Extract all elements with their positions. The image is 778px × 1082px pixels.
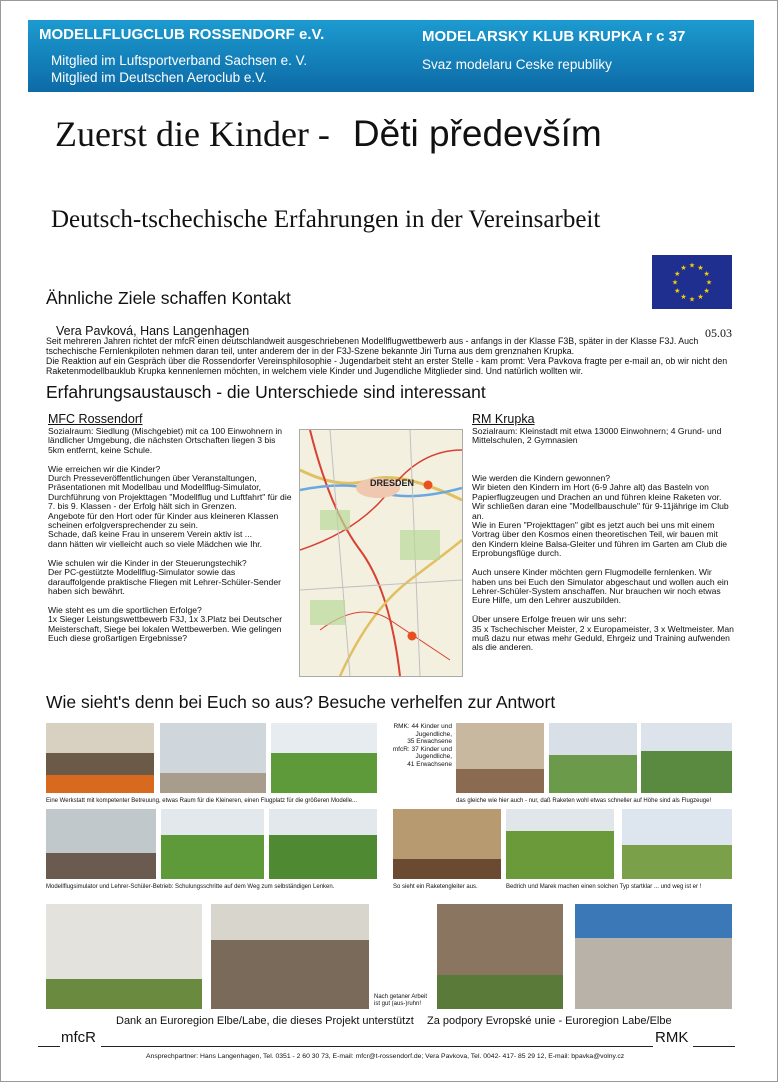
- caption-row2-left: Modellflugsimulator und Lehrer-Schüler-Betrieb: Schulungsschritte auf dem Weg zum selbständigen Lenken.: [46, 884, 335, 890]
- column-title-krupka: RM Krupka: [472, 412, 535, 426]
- membership-line-2: Mitglied im Deutschen Aeroclub e.V.: [51, 70, 267, 85]
- signature-line-right: [693, 1046, 735, 1047]
- column-title-rossendorf: MFC Rossendorf: [48, 412, 143, 426]
- photo-airfield: [271, 723, 377, 793]
- caption-row2-right: Bedrich und Marek machen einen solchen Typ startklar ... und weg ist er !: [506, 884, 702, 890]
- caption-row1-right: das gleiche wie hier auch - nur, daß Raketen wohl etwas schneller auf Höhe sind als Flugzeuge!: [456, 798, 712, 804]
- column-text-krupka: Sozialraum: Kleinstadt mit etwa 13000 Einwohnern; 4 Grund- und Mittelschulen, 2 Gymnasien Wie werden die Kindern gewonnen? Wir bieten den Kindern im Hort (6-9 Jahre alt) das Basteln von Papierflugzeugen und Drachen an und führen kleine Raketen vor. Wir schließen daran eine "Modellbauschule" für 9-11jährige im Club an. Wie in Euren "Projekttagen" gibt es jetzt auch bei uns mit einem Vortrag über den Kosmos einen theoretischen Teil, wir bauen mit den Kindern kleine Balsa-Gleiter und führen im Garten am Club die Erprobungsflüge durch. Auch unsere Kinder möchten gern Flugmodelle fernlenken. Wir haben uns bei Euch den Simulator abgeschaut und wollen auch ein Lehrer-Schüler-System anschaffen. Nur brauchen wir noch etwas Eure Hilfe, um den Lehrer auszubilden. Über unsere Erfolge freuen wir uns sehr: 35 x Tschechischer Meister, 2 x Europameister, 3 x Weltmeister. Man muß dazu nur etwas mehr Geduld, Ehrgeiz und Training aufwenden als die anderen.: [472, 426, 734, 653]
- eu-star-icon: ★: [697, 264, 704, 272]
- signature-line: [101, 1046, 653, 1047]
- column-text-rossendorf: Sozialraum: Siedlung (Mischgebiet) mit ca 100 Einwohnern in ländlicher Umgebung, die nächsten Ortschaften liegen 3 bis 5km entfernt, keine Schule. Wie erreichen wir die Kinder? Durch Presseveröffentlichungen über Veranstaltungen, Präsentationen mit Modellbau und Modellflug-Simulator, Durchführung von Projekttagen "Modellflug und Luftfahrt" für die 7. bis 9. Klassen - der Erfolg hält sich in Grenzen. Angebote für den Hort oder für Kinder aus kleineren Klassen scheinen erfolgversprechender zu sein. Schade, daß keine Frau in unserem Verein aktiv ist ... dann hätten wir vielleicht auch so viele Mädchen wie Ihr. Wie schulen wir die Kinder in der Steuerungstechik? Der PC-gestützte Modellflug-Simulator sowie das darauffolgende praktische Fliegen mit Lehrer-Schüler-Sender haben sich bewährt. Wie steht es um die sportlichen Erfolge? 1x Sieger Leistungswettbewerb F3J, 1x 3.Platz bei Deutscher Meisterschaft, Siege bei lokalen Wettbewerben. Wie gelingen Euch diese großartigen Ergebnisse?: [48, 426, 292, 643]
- signature-mfcr: mfcR: [61, 1029, 96, 1046]
- eu-star-icon: ★: [674, 288, 681, 295]
- title-german: Zuerst die Kinder -: [55, 114, 330, 154]
- intro-paragraph: Seit mehreren Jahren richtet der mfcR einen deutschlandweit ausgeschriebenen Modellflugwettbewerb aus - anfangs in der Klasse F3B, später in der Klasse F3J. Auch tschechische Fernlenkpiloten nehmen daran teil, unter anderem der in der F3J-Szene bekannte Jiri Turna aus dem grenznahen Krupka. Die Reaktion auf ein Gespräch über die Rossendorfer Vereinsphilosophie - Jugendarbeit steht an erster Stelle - kam promt: Vera Pavkova fragte per e-mail an, ob wir nicht den Raketenmodellbauklub Krupka kennenlernen möchten, in welchem viele Kinder und Jugendliche Mitglieder sind. Und natürlich wollten wir.: [46, 336, 728, 376]
- page-subtitle: Deutsch-tschechische Erfahrungen in der Vereinsarbeit: [51, 206, 601, 233]
- eu-star-icon: ★: [680, 294, 687, 302]
- photo-rest-table: [211, 904, 369, 1009]
- club-name-krupka: MODELARSKY KLUB KRUPKA r c 37: [422, 28, 686, 45]
- photo-simulator: [46, 809, 156, 879]
- photo-rocket-workshop: [456, 723, 544, 793]
- photo-group: [575, 904, 732, 1009]
- region-map: [299, 429, 463, 677]
- authors: Vera Pavková, Hans Langenhagen: [56, 324, 250, 338]
- photo-room: [160, 723, 266, 793]
- section-heading-contact: Ähnliche Ziele schaffen Kontakt: [46, 288, 291, 308]
- signature-line-left-a: [38, 1046, 60, 1047]
- title-czech: Děti především: [352, 113, 602, 154]
- eu-star-icon: ★: [674, 271, 681, 278]
- membership-line-1: Mitglied im Luftsportverband Sachsen e. V.: [51, 53, 308, 68]
- eu-star-icon: ★: [697, 294, 704, 302]
- photo-workshop: [46, 723, 154, 793]
- photo-rocket-glider: [393, 809, 501, 879]
- thanks-czech: Za podpory Evropské unie - Euroregion Labe/Elbe: [427, 1015, 672, 1027]
- photo-flying-lesson: [269, 809, 377, 879]
- eu-star-icon: ★: [703, 271, 710, 278]
- caption-row2-mid: So sieht ein Raketengleiter aus.: [393, 884, 478, 890]
- eu-star-icon: ★: [688, 262, 696, 270]
- eu-star-icon: ★: [688, 296, 696, 304]
- page-title: [55, 113, 602, 155]
- photo-rocket-field: [549, 723, 637, 793]
- date-label: 05.03: [705, 326, 732, 340]
- member-stats: RMK: 44 Kinder und Jugendliche, 35 Erwachsene mfcR: 37 Kinder und Jugendliche, 41 Erwachsene: [392, 723, 452, 768]
- section-heading-visits: Wie sieht's denn bei Euch so aus? Besuche verhelfen zur Antwort: [46, 692, 556, 712]
- caption-row1-left: Eine Werkstatt mit kompetenter Betreuung, etwas Raum für die Kleineren, einen Flugplatz für die größeren Modelle...: [46, 798, 358, 804]
- photo-rocket-group: [641, 723, 732, 793]
- contact-info: Ansprechpartner: Hans Langenhagen, Tel. 0351 - 2 60 30 73, E-mail: mfcr@t-rossendorf.de; Vera Pavkova, Tel. 0042- 417- 85 29 12, E-mail: bpavka@volny.cz: [146, 1053, 625, 1060]
- section-heading-exchange: Erfahrungsaustausch - die Unterschiede sind interessant: [46, 382, 486, 402]
- eu-flag-icon: [652, 255, 732, 309]
- caption-rest: Nach getaner Arbeit ist gut (aus-)ruhn!: [374, 994, 428, 1007]
- eu-star-icon: ★: [680, 264, 687, 272]
- photo-club-house: [46, 904, 202, 1009]
- membership-line-cz: Svaz modelaru Ceske republiky: [422, 57, 612, 72]
- thanks-german: Dank an Euroregion Elbe/Labe, die dieses Projekt unterstützt: [116, 1015, 414, 1027]
- photo-launch-prep: [506, 809, 614, 879]
- eu-star-icon: ★: [671, 279, 679, 287]
- photo-meeting: [437, 904, 563, 1009]
- map-label-dresden: DRESDEN: [370, 478, 415, 488]
- signature-rmk: RMK: [655, 1029, 689, 1046]
- eu-star-icon: ★: [703, 288, 710, 295]
- club-name-rossendorf: MODELLFLUGCLUB ROSSENDORF e.V.: [39, 26, 325, 43]
- photo-teacher-student: [161, 809, 264, 879]
- eu-star-icon: ★: [705, 279, 713, 287]
- header-banner: [28, 20, 754, 92]
- photo-launch: [622, 809, 732, 879]
